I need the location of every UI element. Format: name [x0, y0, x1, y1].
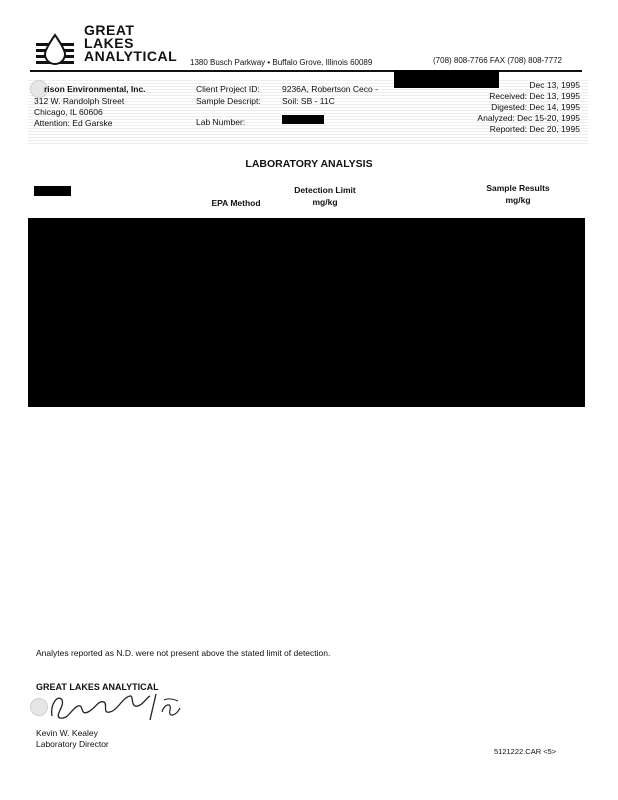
company-address: 1380 Busch Parkway • Buffalo Grove, Illinois 60089 [190, 58, 373, 67]
date-row [455, 124, 580, 134]
client-street: 312 W. Randolph Street [34, 96, 125, 106]
logo-line: ANALYTICAL [84, 48, 178, 64]
detection-note: Analytes reported as N.D. were not present above the stated limit of detection. [36, 648, 331, 658]
signer-title: Laboratory Director [36, 739, 109, 749]
logo-line: GREAT [84, 22, 135, 38]
date-label: Digested: [491, 102, 528, 112]
report-title: LABORATORY ANALYSIS [245, 158, 373, 170]
header-rule [30, 70, 582, 72]
client-attention: Attention: Ed Garske [34, 118, 113, 128]
date-value: Dec 13, 1995 [529, 80, 580, 90]
handwritten-signature [46, 690, 186, 724]
signature-company: GREAT LAKES ANALYTICAL [36, 682, 159, 692]
company-logo-text [84, 24, 177, 63]
col-header-epa-method: EPA Method [211, 198, 261, 208]
redacted-results-table [28, 218, 585, 407]
date-label: Received: [489, 91, 528, 101]
signer-name: Kevin W. Kealey [36, 728, 98, 738]
project-id-value: 9236A, Robertson Ceco - [282, 84, 378, 94]
date-value: Dec 14, 1995 [529, 102, 580, 112]
col-header-sample-results: Sample Results [486, 183, 550, 193]
date-value: Dec 15-20, 1995 [517, 113, 580, 123]
col-header-detection-limit: Detection Limit [294, 185, 356, 195]
client-city: Chicago, IL 60606 [34, 107, 103, 117]
company-phone: (708) 808-7766 FAX (708) 808-7772 [433, 56, 562, 65]
sample-descript-value: Soil: SB - 11C [282, 96, 335, 106]
logo-line: LAKES [84, 35, 134, 51]
col-header-results-unit: mg/kg [505, 195, 531, 205]
redaction-block [34, 186, 71, 196]
date-row [455, 80, 580, 90]
project-id-label: Client Project ID: [196, 84, 260, 94]
date-value: Dec 20, 1995 [529, 124, 580, 134]
col-header-detection-unit: mg/kg [312, 197, 338, 207]
date-row [455, 91, 580, 101]
date-label: Analyzed: [477, 113, 515, 123]
date-row [455, 102, 580, 112]
client-company: rison Environmental, Inc. [44, 84, 146, 94]
document-id: 5121222.CAR <5> [494, 747, 557, 756]
lab-number-label: Lab Number: [196, 117, 246, 127]
redaction-block [282, 115, 324, 124]
company-logo-icon [36, 33, 74, 69]
signer-block [36, 728, 109, 750]
date-row [440, 113, 580, 123]
date-value: Dec 13, 1995 [529, 91, 580, 101]
date-label: Reported: [489, 124, 528, 134]
sample-descript-label: Sample Descript: [196, 96, 261, 106]
